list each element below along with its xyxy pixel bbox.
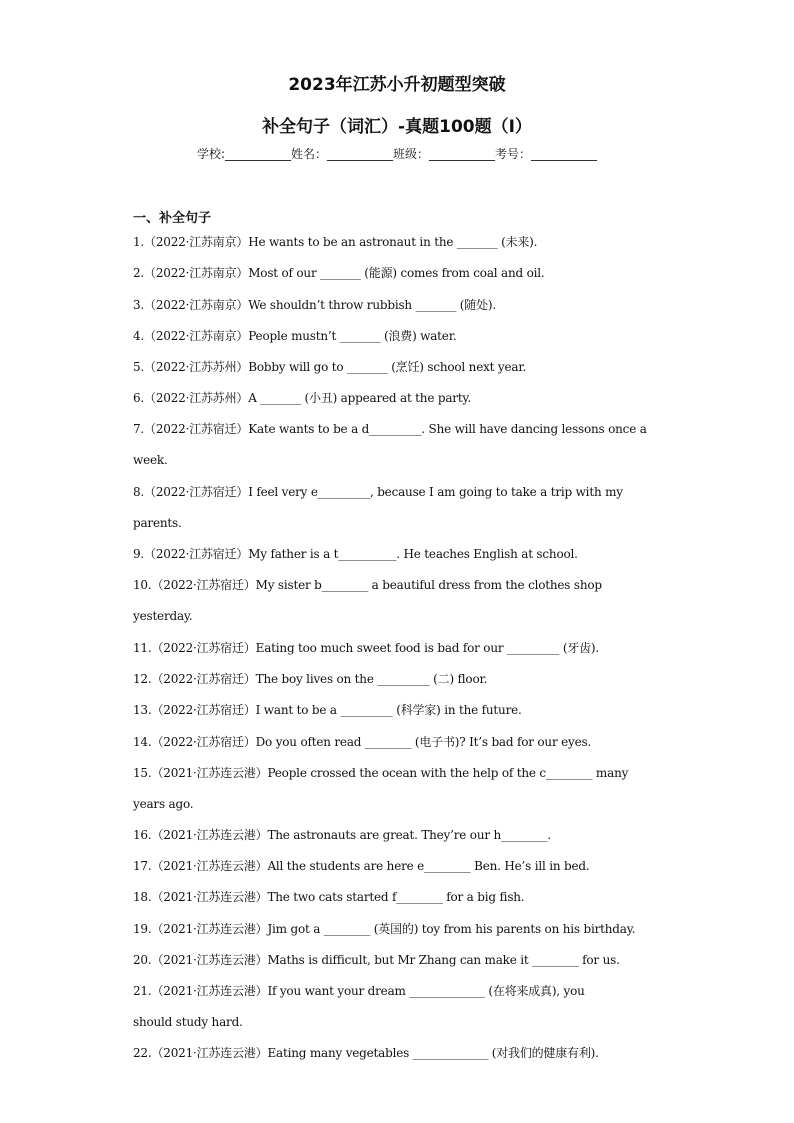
- question-17: 17.（2021·江苏连云港）All the students are here e________ Ben. He’s ill in bed.: [133, 859, 590, 873]
- question-12: 12.（2022·江苏宿迁）The boy lives on the _________ (二) floor.: [133, 672, 488, 686]
- document-title: 2023年江苏小升初题型突破: [288, 75, 506, 95]
- question-19: 19.（2021·江苏连云港）Jim got a ________ (英国的) toy from his parents on his birthday.: [133, 922, 636, 936]
- question-10-continued: yesterday.: [133, 609, 193, 623]
- question-16: 16.（2021·江苏连云港）The astronauts are great. They’re our h________.: [133, 828, 552, 842]
- question-13: 13.（2022·江苏宿迁）I want to be a _________ (科学家) in the future.: [133, 703, 522, 717]
- question-5: 5.（2022·江苏苏州）Bobby will go to _______ (烹饪) school next year.: [133, 360, 527, 374]
- question-10: 10.（2022·江苏宿迁）My sister b________ a beautiful dress from the clothes shop: [133, 578, 602, 592]
- question-7-continued: week.: [133, 453, 168, 467]
- question-20: 20.（2021·江苏连云港）Maths is difficult, but Mr Zhang can make it ________ for us.: [133, 953, 620, 967]
- question-3: 3.（2022·江苏南京）We shouldn’t throw rubbish _______ (随处).: [133, 298, 496, 312]
- question-22: 22.（2021·江苏连云港）Eating many vegetables _____________ (对我们的健康有利).: [133, 1046, 599, 1060]
- question-15-continued: years ago.: [133, 797, 194, 811]
- question-14: 14.（2022·江苏宿迁）Do you often read ________ (电子书)? It’s bad for our eyes.: [133, 735, 592, 749]
- section-heading: 一、补全句子: [133, 211, 212, 226]
- student-info-line: [0, 145, 794, 162]
- question-21-continued: should study hard.: [133, 1015, 243, 1029]
- question-9: 9.（2022·江苏宿迁）My father is a t__________. He teaches English at school.: [133, 547, 578, 561]
- question-1: 1.（2022·江苏南京）He wants to be an astronaut in the _______ (未来).: [133, 235, 538, 249]
- question-7: 7.（2022·江苏宿迁）Kate wants to be a d_________. She will have dancing lessons once a: [133, 422, 647, 436]
- question-11: 11.（2022·江苏宿迁）Eating too much sweet food is bad for our _________ (牙齿).: [133, 641, 600, 655]
- question-18: 18.（2021·江苏连云港）The two cats started f________ for a big fish.: [133, 890, 525, 904]
- document-subtitle: 补全句子（词汇）-真题100题（Ⅰ）: [262, 117, 532, 137]
- question-2: 2.（2022·江苏南京）Most of our _______ (能源) comes from coal and oil.: [133, 266, 545, 280]
- question-15: 15.（2021·江苏连云港）People crossed the ocean with the help of the c________ many: [133, 766, 629, 780]
- question-8-continued: parents.: [133, 516, 182, 530]
- question-21: 21.（2021·江苏连云港）If you want your dream _____________ (在将来成真), you: [133, 984, 585, 998]
- question-8: 8.（2022·江苏宿迁）I feel very e_________, because I am going to take a trip with my: [133, 485, 623, 499]
- question-6: 6.（2022·江苏苏州）A _______ (小丑) appeared at the party.: [133, 391, 472, 405]
- question-4: 4.（2022·江苏南京）People mustn’t _______ (浪费) water.: [133, 329, 457, 343]
- student-info-text: 学校:___________姓名：___________班级：___________考号：___________: [196, 147, 598, 161]
